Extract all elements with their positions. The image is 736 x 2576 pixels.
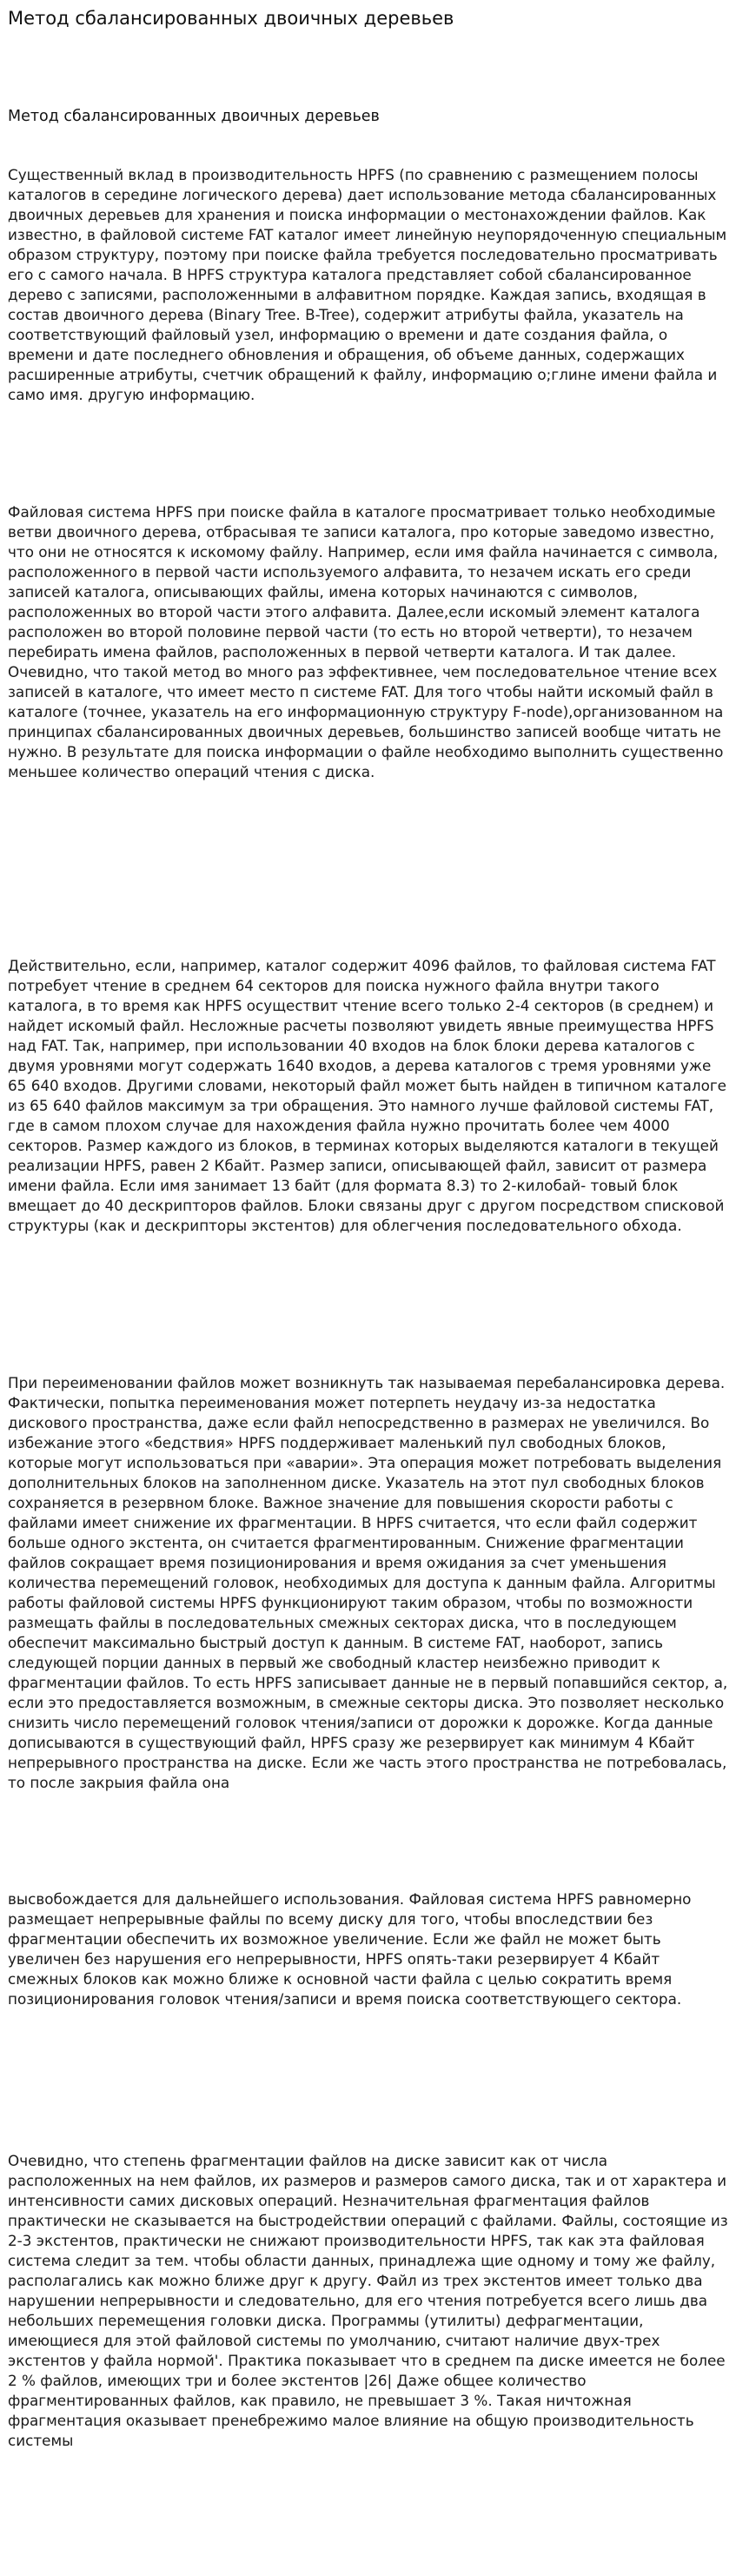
section-heading: Метод сбалансированных двоичных деревьев: [8, 108, 380, 125]
body-paragraph-2: Файловая система HPFS при поиске файла в каталоге просматривает только необходимые ветви двоичного дерева, отбрасывая те записи каталога, про которые заведомо известно, что они не относятся к искомому файлу. Например, если имя файла начинается с символа, расположенного в первой части используемого алфавита, то незачем искать его среди записей каталога, описывающих файлы, имена которых начинаются с символов, расположенных во второй части этого алфавита. Далее,если искомый элемент каталога расположен во второй половине первой части (то есть но второй четверти), то незачем перебирать имена файлов, расположенных в первой четверти каталога. И так далее. Очевидно, что такой метод во много раз эффективнее, чем последовательное чтение всех записей в каталоге, что имеет место п системе FAT. Для того чтобы найти искомый файл в каталоге (точнее, указатель на его информационную структуру F-node),организованном на принципах сбалансированных двоичных деревьев, большинство записей вообще читать не нужно. В результате для поиска информации о файле необходимо выполнить существенно меньшее количество операций чтения с диска.: [8, 503, 724, 780]
body-paragraph-5: высвобождается для дальнейшего использования. Файловая система HPFS равномерно размещает непрерывные файлы по всему диску для того, чтобы впоследствии без фрагментации обеспечить их возможное увеличение. Если же файл не может быть увеличен без нарушения его непрерывности, HPFS опять-таки резервирует 4 Кбайт смежных блоков как можно ближе к основной части файла с целью сократить время позиционирования головок чтения/записи и время поиска соответствующего сектора.: [8, 1890, 692, 2008]
page-title: Метод сбалансированных двоичных деревьев: [8, 8, 454, 29]
body-paragraph-4: При переименовании файлов может возникнуть так называемая перебалансировка дерева. Фактически, попытка переименования может потерпеть неудачу из-за недостатка дискового пространства, даже если файл непосредственно в размерах не увеличился. Во избежание этого «бедствия» HPFS поддерживает маленький пул свободных блоков, которые могут использоваться при «аварии». Эта операция может потребовать выделения дополнительных блоков на заполненном диске. Указатель на этот пул свободных блоков сохраняется в резервном блоке. Важное значение для повышения скорости работы с файлами имеет снижение их фрагментации. В HPFS считается, что если файл содержит больше одного экстента, он считается фрагментированным. Снижение фрагментации файлов сокращает время позиционирования и время ожидания за счет уменьшения количества перемещений головок, необходимых для доступа к данным файла. Алгоритмы работы файловой системы HPFS функционируют таким образом, чтобы по возможности размещать файлы в последовательных смежных секторах диска, что в последующем обеспечит максимально быстрый доступ к данным. В системе FAT, наоборот, запись следующей порции данных в первый же свободный кластер неизбежно приводит к фрагментации файлов. То есть HPFS записывает данные не в первый попавшийся сектор, а, если это предоставляется возможным, в смежные секторы диска. Это позволяет несколько снизить число перемещений головок чтения/записи от дорожки к дорожке. Когда данные дописываются в существующий файл, HPFS сразу же резервирует как минимум 4 Кбайт непрерывного пространства на диске. Если же часть этого пространства не потребовалась, то после закрыия файла она: [8, 1374, 728, 1791]
body-paragraph-1: Существенный вклад в производительность HPFS (по сравнению с размещением полосы каталогов в середине логического дерева) дает использование метода сбалансированных двоичных деревьев для хранения и поиска информации о местонахождении файлов. Как известно, в файловой системе FAT каталог имеет линейную неупорядоченную специальным образом структуру, поэтому при поиске файла требуется последовательно просматривать его с самого начала. В HPFS структура каталога представляет собой сбалансированное дерево с записями, расположенными в алфавитном порядке. Каждая запись, входящая в состав двоичного дерева (Binary Tree. B-Tree), содержит атрибуты файла, указатель на соответствующий файловый узел, информацию о времени и дате создания файла, о времени и дате последнего обновления и обращения, об объеме данных, содержащих расширенные атрибуты, счетчик обращений к файлу, информацию о;глине имени файла и само имя. другую информацию.: [8, 166, 727, 403]
body-paragraph-3: Действительно, если, например, каталог содержит 4096 файлов, то файловая система FAT потребует чтение в среднем 64 секторов для поиска нужного файла внутри такого каталога, в то время как HPFS осуществит чтение всего только 2-4 секторов (в среднем) и найдет искомый файл. Несложные расчеты позволяют увидеть явные преимущества HPFS над FAT. Так, например, при использовании 40 входов на блок блоки дерева каталогов с двумя уровнями могут содержать 1640 входов, а дерева каталогов с тремя уровнями уже 65 640 входов. Другими словами, некоторый файл может быть найден в типичном каталоге из 65 640 файлов максимум за три обращения. Это намного лучше файловой системы FAT, где в самом плохом случае для нахождения файла нужно прочитать более чем 4000 секторов. Размер каждого из блоков, в терминах которых выделяются каталоги в текущей реализации HPFS, равен 2 Кбайт. Размер записи, описывающей файл, зависит от размера имени файла. Если имя занимает 13 байт (для формата 8.3) то 2-килобай- товый блок вмещает до 40 дескрипторов файлов. Блоки связаны друг с другом посредством списковой структуры (как и дескрипторы экстентов) для облегчения последовательного обхода.: [8, 957, 727, 1234]
body-paragraph-6: Очевидно, что степень фрагментации файлов на диске зависит как от числа расположенных на нем файлов, их размеров и размеров самого диска, так и от характера и интенсивности самих дисковых операций. Незначительная фрагментация файлов практически не сказывается на быстродействии операций с файлами. Файлы, состоящие из 2-3 экстентов, практически не снижают производительности HPFS, так как эта файловая система следит за тем. чтобы области данных, принадлежа щие одному и тому же файлу, располагались как можно ближе друг к другу. Файл из трех экстентов имеет только два нарушении непрерывности и следовательно, для его чтения потребуется всего лишь два небольших перемещения головки диска. Программы (утилиты) дефрагментации, имеющиеся для этой файловой системы по умолчанию, считают наличие двух-трех экстентов у файла нормой'. Практика показывает что в среднем па диске имеется не более 2 % файлов, имеющих три и более экстентов |26| Даже общее количество фрагментированных файлов, как правило, не превышает 3 %. Такая ничтожная фрагментация оказывает пренебрежимо малое влияние на общую производительность системы: [8, 2152, 728, 2449]
